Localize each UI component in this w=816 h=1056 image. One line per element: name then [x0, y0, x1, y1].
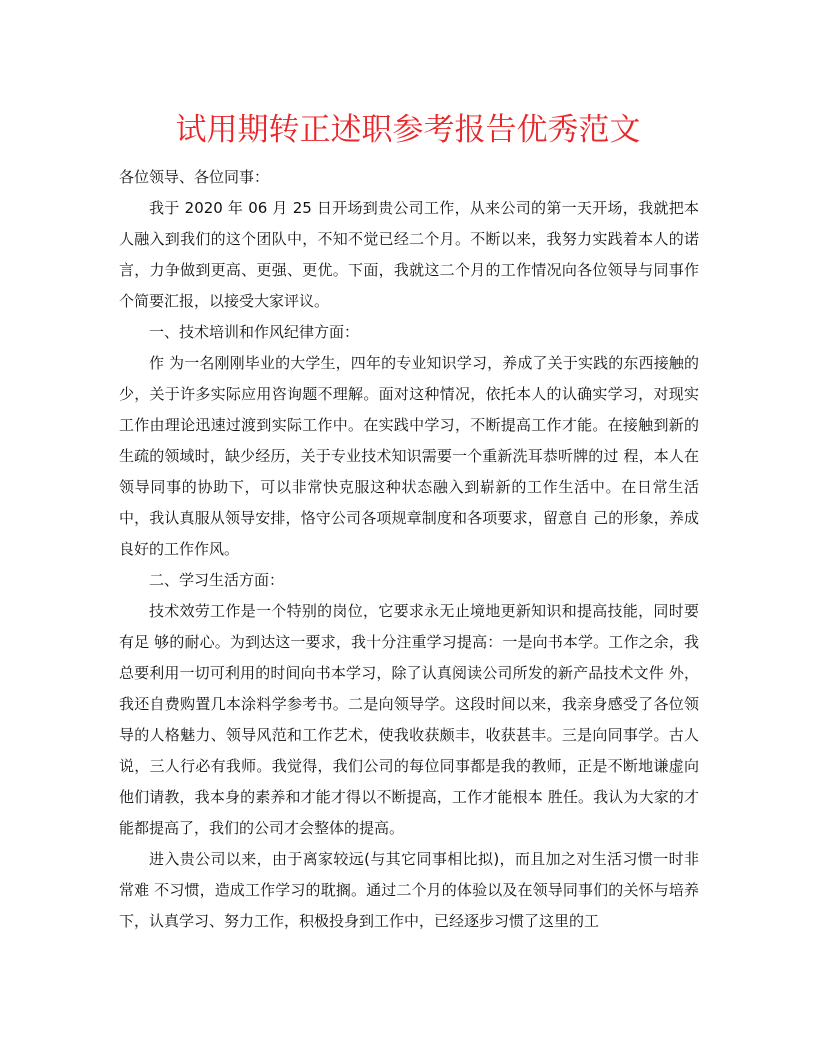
salutation: 各位领导、各位同事： [119, 168, 270, 186]
section-heading-2: 二、学习生活方面： [149, 571, 285, 589]
document-body [119, 162, 699, 937]
document-title: 试用期转正述职参考报告优秀范文 [175, 112, 641, 148]
paragraph-technical: 作 为一名刚刚毕业的大学生，四年的专业知识学习，养成了关于实践的东西接触的少，关于许多实际应用咨询题不理解。面对这种情况，依托本人的认确实学习，对现实 工作由理论迅速过渡到实际工作中。在实践中学习，不断提高工作才能。在接触到新的生疏的领域时，缺少经历，关于专业技术知识需要一个重新洗耳恭听牌的过 程，本人在领导同事的协助下，可以非常快克服这种状态融入到崭新的工作生活中。在日常生活中，我认真服从领导安排，恪守公司各项规章制度和各项要求，留意自 己的形象，养成良好的工作作风。 [119, 354, 699, 558]
paragraph-study: 技术效劳工作是一个特别的岗位，它要求永无止境地更新知识和提高技能，同时要有足 够的耐心。为到达这一要求，我十分注重学习提高：一是向书本学。工作之余，我总要利用一切可利用的时间向书本学习，除了认真阅读公司所发的新产品技术文件 外，我还自费购置几本涂料学参考书。二是向领导学。这段时间以来，我亲身感受了各位领导的人格魅力、领导风范和工作艺术，使我收获颇丰，收获甚丰。三是向同事学。古人说，三人行必有我师。我觉得，我们公司的每位同事都是我的教师，正是不断地谦虚向他们请教，我本身的素养和才能才得以不断提高，工作才能根本 胜任。我认为大家的才能都提高了，我们的公司才会整体的提高。 [119, 602, 699, 837]
section-heading-1: 一、技术培训和作风纪律方面： [149, 323, 360, 341]
paragraph-adaptation: 进入贵公司以来，由于离家较远(与其它同事相比拟)，而且加之对生活习惯一时非常难 不习惯，造成工作学习的耽搁。通过二个月的体验以及在领导同事们的关怀与培养下，认真学习、努力工作，积极投身到工作中，已经逐步习惯了这里的工 [119, 850, 699, 930]
paragraph-intro: 我于 2020 年 06 月 25 日开场到贵公司工作，从来公司的第一天开场，我就把本人融入到我们的这个团队中，不知不觉已经二个月。不断以来，我努力实践着本人的诺言，力争做到更高、更强、更优。下面，我就这二个月的工作情况向各位领导与同事作个简要汇报，以接受大家评议。 [119, 199, 699, 310]
